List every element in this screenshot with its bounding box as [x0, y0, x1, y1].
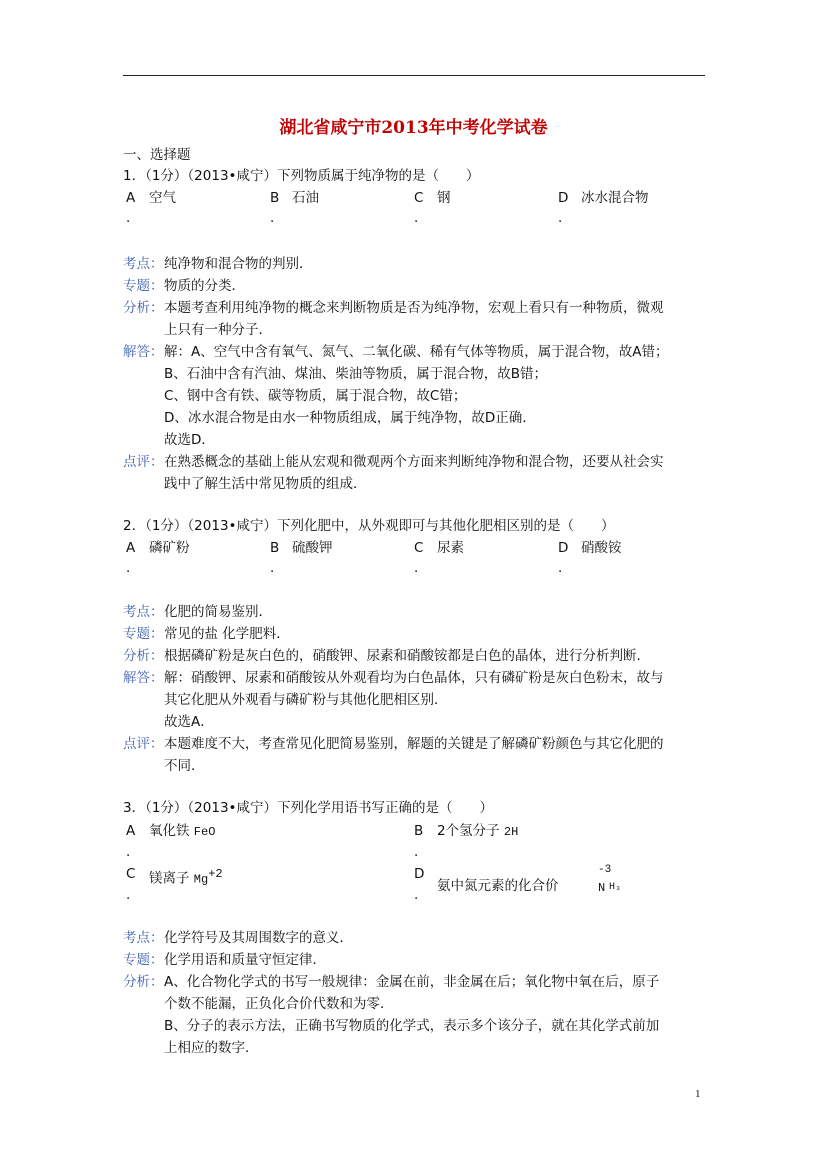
dianping-line: 践中了解生活中常见物质的组成．: [164, 476, 367, 492]
kaodian-text: 化肥的简易鉴别．: [164, 604, 272, 620]
dianping-line: 在熟悉概念的基础上能从宏观和微观两个方面来判断纯净物和混合物，还要从社会实: [164, 454, 664, 470]
jieda-line: 故选D．: [164, 432, 215, 448]
option-letter: A: [126, 823, 136, 839]
option-text: 磷矿粉: [149, 540, 190, 556]
ion-charge: +2: [208, 867, 223, 881]
option-text-label: 2个氢分子: [437, 823, 504, 839]
option-text: [149, 864, 223, 890]
dianping-line: 不同．: [164, 758, 205, 774]
fenxi-line: 根据磷矿粉是灰白色的，硝酸钾、尿素和硝酸铵都是白色的晶体，进行分析判断．: [164, 648, 650, 664]
option-dot: .: [126, 844, 131, 860]
option-text: 钢: [437, 190, 451, 206]
option-letter: D: [558, 190, 569, 206]
option-text: 尿素: [437, 540, 464, 556]
jieda-line: C、钢中含有铁、碳等物质，属于混合物，故C错；: [164, 388, 467, 404]
fenxi-line: 上只有一种分子．: [164, 322, 272, 338]
dianping-line: 本题难度不大，考查常见化肥简易鉴别，解题的关键是了解磷矿粉颜色与其它化肥的: [164, 736, 664, 752]
label-kaodian: 考点：: [123, 604, 164, 620]
option-text-label: 氧化铁: [149, 823, 194, 839]
option-letter: B: [414, 823, 424, 839]
fenxi-line: 本题考查利用纯净物的概念来判断物质是否为纯净物，宏观上看只有一种物质，微观: [164, 300, 664, 316]
option-letter: D: [414, 866, 425, 882]
option-letter: B: [270, 190, 280, 206]
jieda-line: 解：硝酸钾、尿素和硝酸铵从外观看均为白色晶体，只有磷矿粉是灰白色粉末，故与: [164, 670, 664, 686]
question-3-stem: 3．（1分）（2013•咸宁）下列化学用语书写正确的是（ ）: [123, 800, 493, 816]
label-zhuanti: 专题：: [123, 278, 164, 294]
option-letter: D: [558, 540, 569, 556]
label-dianping: 点评：: [123, 736, 164, 752]
option-dot: .: [558, 560, 563, 576]
option-dot: .: [414, 887, 419, 903]
option-text: 硝酸铵: [581, 540, 622, 556]
fenxi-line: 个数不能漏，正负化合价代数和为零．: [164, 996, 394, 1012]
option-letter: C: [414, 540, 424, 556]
zhuanti-text: 化学用语和质量守恒定律．: [164, 952, 326, 968]
option-text: 硫酸钾: [292, 540, 333, 556]
option-letter: B: [270, 540, 280, 556]
option-dot: .: [270, 560, 275, 576]
chemical-formula: FeO: [193, 825, 216, 839]
fenxi-line: B、分子的表示方法，正确书写物质的化学式，表示多个该分子，就在其化学式前加: [164, 1018, 660, 1034]
hydrogen-subscript: H₃: [609, 882, 622, 893]
jieda-line: 其它化肥从外观看与磷矿粉与其他化肥相区别．: [164, 692, 448, 708]
label-jieda: 解答：: [123, 670, 164, 686]
jieda-line: B、石油中含有汽油、煤油、柴油等物质，属于混合物，故B错；: [164, 366, 548, 382]
fenxi-line: A、化合物化学式的书写一般规律：金属在前，非金属在后；氧化物中氧在后，原子: [164, 974, 660, 990]
option-dot: .: [270, 210, 275, 226]
option-text: [149, 821, 215, 842]
option-text-label: 氨中氮元素的化合价: [437, 878, 559, 894]
option-text: 石油: [292, 190, 319, 206]
label-jieda: 解答：: [123, 344, 164, 360]
option-letter: A: [126, 540, 136, 556]
label-kaodian: 考点：: [123, 930, 164, 946]
option-dot: .: [414, 560, 419, 576]
label-dianping: 点评：: [123, 454, 164, 470]
option-text: 冰水混合物: [581, 190, 649, 206]
label-fenxi: 分析：: [123, 974, 164, 990]
label-fenxi: 分析：: [123, 648, 164, 664]
option-text: 空气: [149, 190, 176, 206]
page-number: 1: [695, 1088, 701, 1100]
chemical-formula: 2H: [503, 825, 519, 839]
jieda-line: 故选A．: [164, 714, 214, 730]
chemical-formula: Mg: [193, 872, 209, 887]
question-1-stem: 1．（1分）（2013•咸宁）下列物质属于纯净物的是（ ）: [123, 168, 480, 184]
label-zhuanti: 专题：: [123, 626, 164, 642]
option-dot: .: [414, 210, 419, 226]
kaodian-text: 化学符号及其周围数字的意义．: [164, 930, 353, 946]
option-letter: C: [414, 190, 424, 206]
fenxi-line: 上相应的数字．: [164, 1040, 259, 1056]
label-zhuanti: 专题：: [123, 952, 164, 968]
zhuanti-text: 常见的盐 化学肥料．: [164, 626, 290, 642]
kaodian-text: 纯净物和混合物的判别．: [164, 256, 313, 272]
option-dot: .: [126, 887, 131, 903]
element-symbol-n: N: [598, 881, 606, 895]
jieda-line: D、冰水混合物是由水一种物质组成，属于纯净物，故D正确．: [164, 410, 536, 426]
jieda-line: 解：A、空气中含有氧气、氮气、二氧化碳、稀有气体等物质，属于混合物，故A错；: [164, 344, 669, 360]
label-kaodian: 考点：: [123, 256, 164, 272]
option-text-label: 镁离子: [149, 870, 194, 887]
label-fenxi: 分析：: [123, 300, 164, 316]
section-heading: 一、选择题: [123, 147, 191, 163]
option-dot: .: [558, 210, 563, 226]
question-2-stem: 2．（1分）（2013•咸宁）下列化肥中，从外观即可与其他化肥相区别的是（ ）: [123, 518, 615, 534]
page-title: 湖北省咸宁市2013年中考化学试卷: [279, 118, 548, 138]
option-dot: .: [126, 560, 131, 576]
option-dot: .: [126, 210, 131, 226]
option-dot: .: [414, 844, 419, 860]
valence-value: -3: [598, 864, 612, 876]
header-rule: [123, 75, 705, 76]
option-text: [437, 821, 518, 842]
zhuanti-text: 物质的分类．: [164, 278, 245, 294]
option-letter: C: [126, 866, 136, 882]
option-letter: A: [126, 190, 136, 206]
